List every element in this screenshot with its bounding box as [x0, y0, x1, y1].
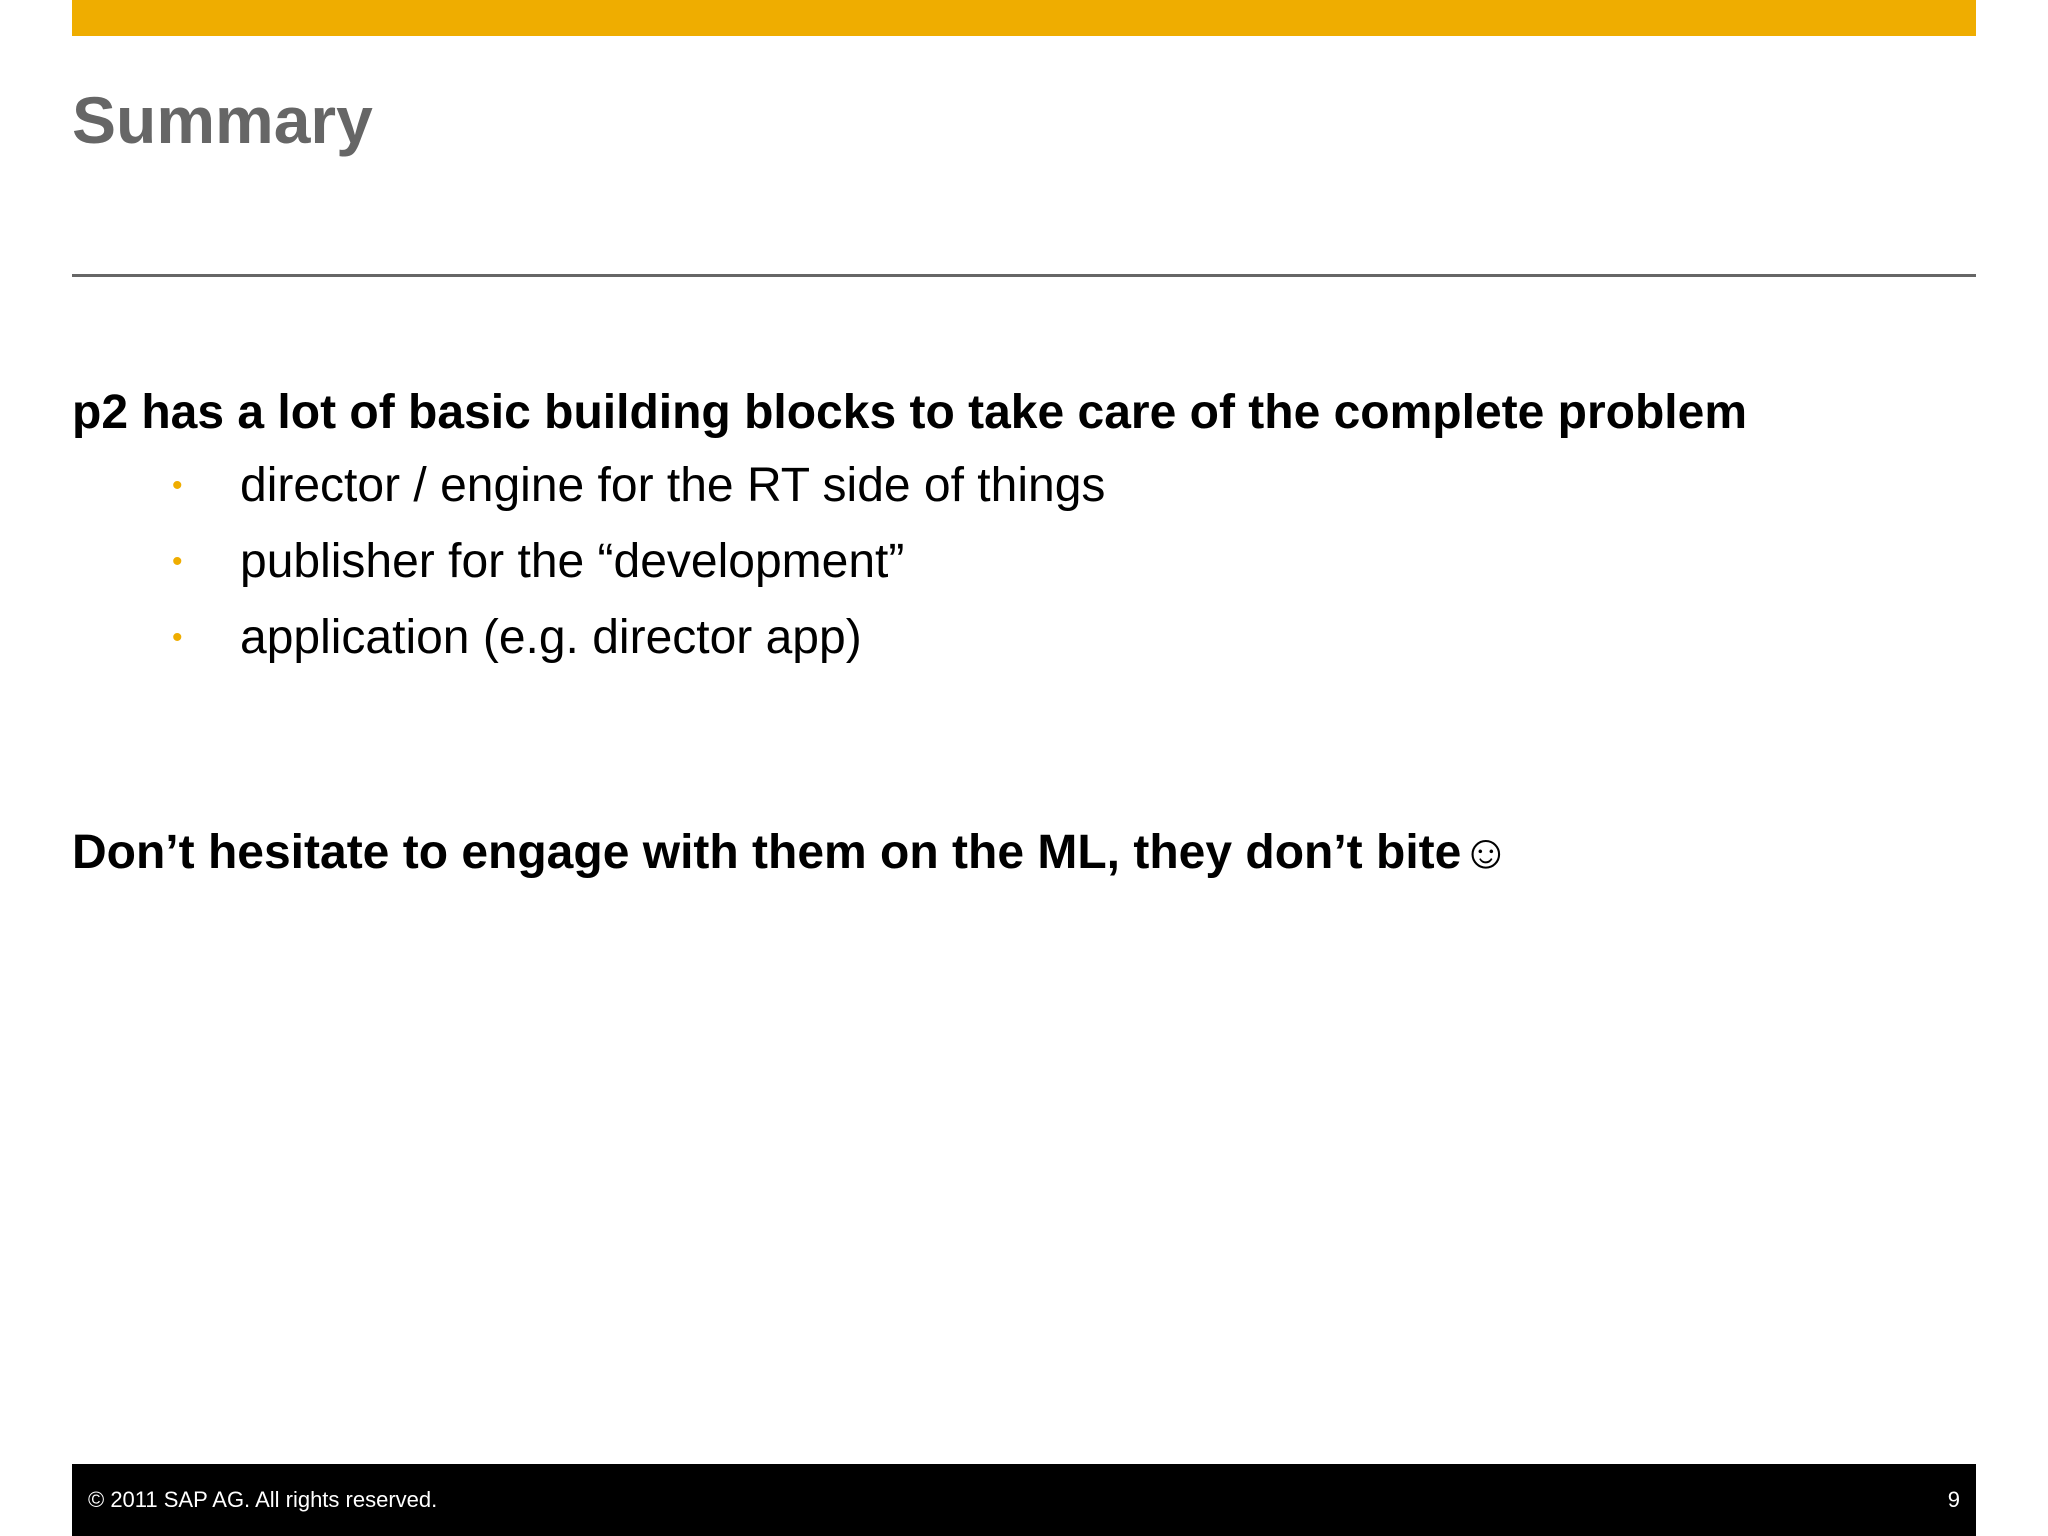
main-statement: p2 has a lot of basic building blocks to take care of the complete problem — [72, 386, 1748, 439]
list-item — [72, 448, 1976, 524]
top-accent-bar — [72, 0, 1976, 36]
list-item — [72, 524, 1976, 600]
page-number: 9 — [1947, 1487, 1960, 1512]
slide-content — [72, 378, 1976, 676]
bullet-icon: • — [172, 621, 183, 654]
slide-title: Summary — [72, 83, 373, 157]
copyright-text: © 2011 SAP AG. All rights reserved. — [88, 1487, 438, 1512]
bullet-icon: • — [172, 545, 183, 578]
footer-bar — [72, 1464, 1976, 1536]
bullet-icon: • — [172, 469, 183, 502]
bullet-text: director / engine for the RT side of things — [240, 459, 1106, 512]
list-item — [72, 600, 1976, 676]
bullet-list — [72, 448, 1976, 676]
bullet-text: application (e.g. director app) — [240, 611, 862, 664]
closing-statement: Don’t hesitate to engage with them on the ML, they don’t bite☺ — [72, 826, 1511, 879]
title-divider — [72, 274, 1976, 277]
bullet-text: publisher for the “development” — [240, 535, 905, 588]
